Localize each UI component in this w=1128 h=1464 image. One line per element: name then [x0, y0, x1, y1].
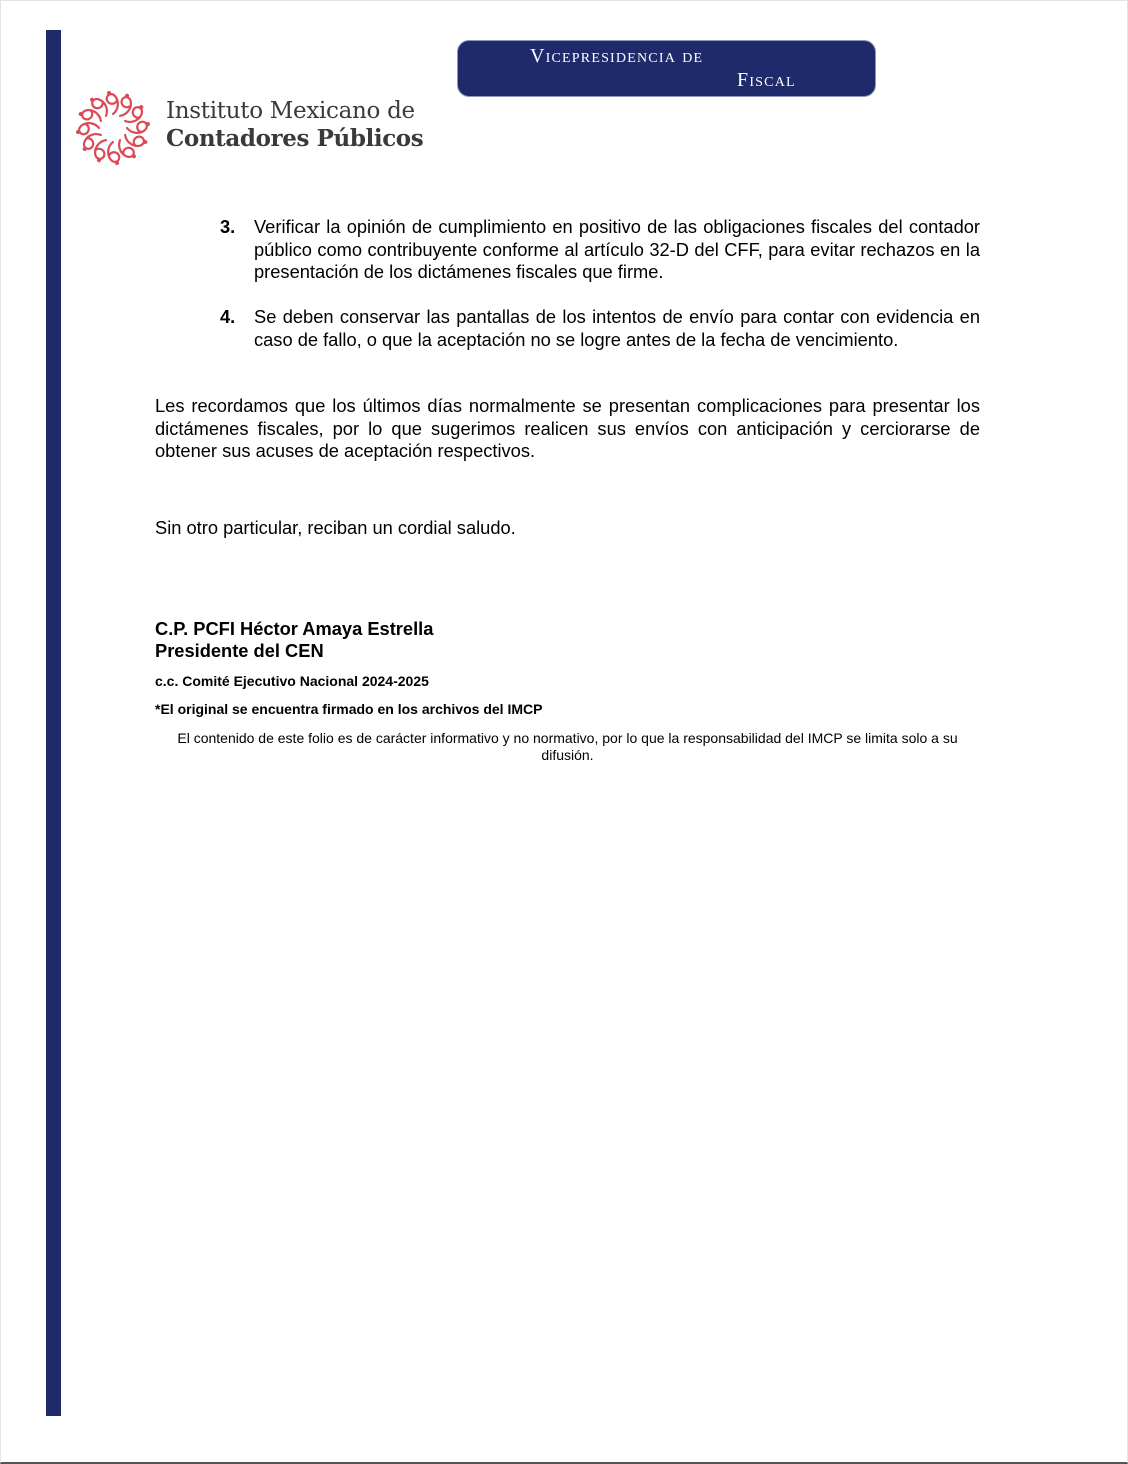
imcp-logo-icon — [76, 88, 150, 168]
closing-paragraph: Sin otro particular, reciban un cordial saludo. — [155, 517, 516, 538]
signature-name: C.P. PCFI Héctor Amaya Estrella — [155, 618, 434, 639]
list-item-text: Se deben conservar las pantallas de los intentos de envío para contar con evidencia en caso de fallo, o que la aceptación no se logre antes de la fecha de vencimiento. — [254, 306, 980, 350]
disclaimer: El contenido de este folio es de carácter informativo y no normativo, por lo que la responsabilidad del IMCP se limita solo a su difusión. — [177, 730, 958, 763]
navy-side-bar — [46, 30, 61, 1416]
logo-text-line-2: Contadores Públicos — [166, 125, 424, 152]
logo-text-line-1: Instituto Mexicano de — [166, 98, 415, 124]
header-banner — [457, 40, 876, 97]
signature-role: Presidente del CEN — [155, 640, 324, 661]
list-item-text: Verificar la opinión de cumplimiento en positivo de las obligaciones fiscales del contador público como contribuyente conforme al artículo 32-D del CFF, para evitar rechazos en la presentación de los dictámenes fiscales que firme. — [254, 216, 980, 282]
original-signed-note: *El original se encuentra firmado en los archivos del IMCP — [155, 701, 543, 717]
list-item-number: 3. — [220, 216, 236, 237]
reminder-paragraph: Les recordamos que los últimos días normalmente se presentan complicaciones para presentar los dictámenes fiscales, por lo que sugerimos realicen sus envíos con anticipación y cerciorarse de obtener sus acuses de aceptación respectivos. — [155, 395, 980, 461]
list-item-number: 4. — [220, 306, 236, 327]
cc-line: c.c. Comité Ejecutivo Nacional 2024-2025 — [155, 673, 429, 689]
banner-title-line-2: Fiscal — [737, 69, 796, 91]
banner-title-line-1: Vicepresidencia de — [530, 45, 704, 67]
